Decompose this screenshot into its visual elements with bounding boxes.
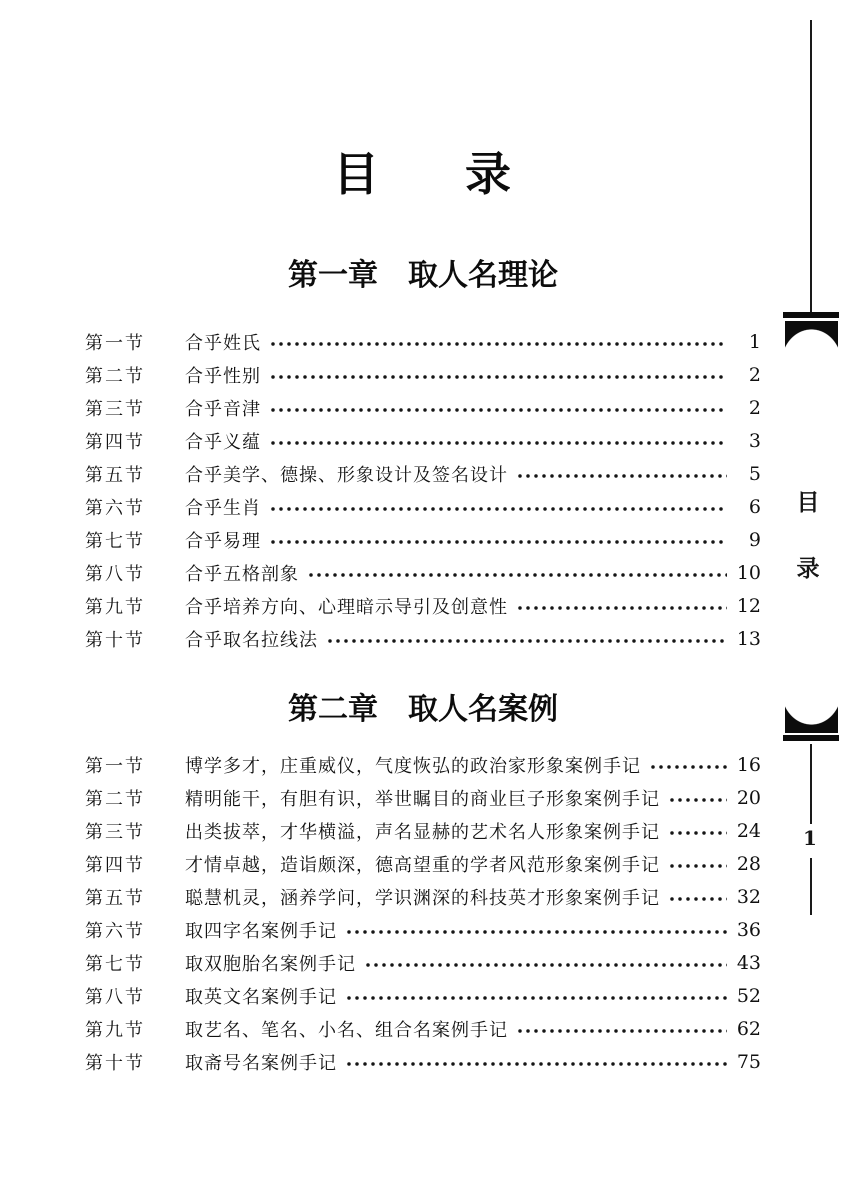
edge-rule-bottom <box>810 858 812 915</box>
section-page-number: 6 <box>748 495 761 518</box>
section-title: 合乎音津 <box>185 398 261 420</box>
toc-row <box>85 589 761 622</box>
thumb-tab-top-arch <box>785 321 838 364</box>
section-page-number: 3 <box>748 429 761 452</box>
chapter-1-section-list <box>85 325 761 655</box>
dot-leader <box>516 473 727 479</box>
thumb-tab-bottom-arch <box>785 690 838 733</box>
dot-leader <box>307 572 727 578</box>
dot-leader <box>269 374 727 380</box>
thumb-tab-top-bar <box>783 312 839 318</box>
section-title: 取艺名、笔名、小名、组合名案例手记 <box>185 1019 508 1041</box>
section-title: 合乎易理 <box>185 530 261 552</box>
section-label: 第四节 <box>85 854 145 876</box>
section-title: 合乎美学、德操、形象设计及签名设计 <box>185 464 508 486</box>
section-label: 第九节 <box>85 596 145 618</box>
toc-row <box>85 1012 761 1045</box>
dot-leader <box>516 605 727 611</box>
section-title: 聪慧机灵，涵养学问，学识渊深的科技英才形象案例手记 <box>185 887 660 909</box>
toc-row <box>85 457 761 490</box>
section-title: 精明能干，有胆有识，举世瞩目的商业巨子形象案例手记 <box>185 788 660 810</box>
page-title-char-right: 录 <box>465 147 513 201</box>
section-page-number: 9 <box>748 528 761 551</box>
section-page-number: 52 <box>736 984 761 1007</box>
toc-row <box>85 622 761 655</box>
toc-row <box>85 490 761 523</box>
toc-row <box>85 880 761 913</box>
section-page-number: 36 <box>736 918 761 941</box>
section-label: 第九节 <box>85 1019 145 1041</box>
dot-leader <box>668 830 727 836</box>
section-label: 第十节 <box>85 1052 145 1074</box>
toc-row <box>85 325 761 358</box>
dot-leader <box>269 341 727 347</box>
page-title <box>85 138 761 204</box>
section-page-number: 5 <box>748 462 761 485</box>
toc-row <box>85 358 761 391</box>
toc-row <box>85 913 761 946</box>
section-label: 第八节 <box>85 986 145 1008</box>
toc-row <box>85 847 761 880</box>
section-page-number: 32 <box>736 885 761 908</box>
section-page-number: 28 <box>736 852 761 875</box>
section-label: 第三节 <box>85 398 145 420</box>
section-title: 合乎性别 <box>185 365 261 387</box>
section-page-number: 10 <box>736 561 761 584</box>
dot-leader <box>269 539 727 545</box>
section-title: 取四字名案例手记 <box>185 920 337 942</box>
section-label: 第六节 <box>85 920 145 942</box>
section-title: 出类拔萃，才华横溢，声名显赫的艺术名人形象案例手记 <box>185 821 660 843</box>
toc-row <box>85 523 761 556</box>
chapter-1-heading: 第一章 取人名理论 <box>288 258 558 293</box>
section-page-number: 12 <box>736 594 761 617</box>
section-page-number: 43 <box>736 951 761 974</box>
section-title: 合乎义蕴 <box>185 431 261 453</box>
section-title: 合乎生肖 <box>185 497 261 519</box>
section-page-number: 2 <box>748 363 761 386</box>
section-label: 第八节 <box>85 563 145 585</box>
section-label: 第五节 <box>85 887 145 909</box>
section-page-number: 62 <box>736 1017 761 1040</box>
toc-row <box>85 814 761 847</box>
section-title: 合乎培养方向、心理暗示导引及创意性 <box>185 596 508 618</box>
section-label: 第二节 <box>85 788 145 810</box>
toc-row <box>85 946 761 979</box>
section-title: 才情卓越，造诣颇深，德高望重的学者风范形象案例手记 <box>185 854 660 876</box>
section-page-number: 16 <box>736 753 761 776</box>
section-page-number: 20 <box>736 786 761 809</box>
section-label: 第二节 <box>85 365 145 387</box>
dot-leader <box>326 638 727 644</box>
section-page-number: 13 <box>736 627 761 650</box>
section-title: 取英文名案例手记 <box>185 986 337 1008</box>
dot-leader <box>345 1061 727 1067</box>
toc-row <box>85 781 761 814</box>
dot-leader <box>269 506 727 512</box>
section-label: 第五节 <box>85 464 145 486</box>
dot-leader <box>668 896 727 902</box>
dot-leader <box>269 407 727 413</box>
section-label: 第三节 <box>85 821 145 843</box>
section-page-number: 1 <box>748 330 761 353</box>
section-title: 博学多才，庄重威仪，气度恢弘的政治家形象案例手记 <box>185 755 641 777</box>
edge-page-number: 1 <box>803 826 817 850</box>
section-page-number: 75 <box>736 1050 761 1073</box>
section-label: 第七节 <box>85 530 145 552</box>
section-label: 第四节 <box>85 431 145 453</box>
section-label: 第一节 <box>85 755 145 777</box>
section-label: 第七节 <box>85 953 145 975</box>
section-title: 合乎取名拉线法 <box>185 629 318 651</box>
dot-leader <box>345 995 727 1001</box>
edge-label-char: 录 <box>796 556 820 582</box>
toc-row <box>85 1045 761 1078</box>
section-title: 取斋号名案例手记 <box>185 1052 337 1074</box>
edge-label-char: 目 <box>796 490 820 516</box>
section-label: 第十节 <box>85 629 145 651</box>
edge-rule-top <box>810 20 812 312</box>
section-label: 第六节 <box>85 497 145 519</box>
dot-leader <box>668 797 727 803</box>
dot-leader <box>269 440 727 446</box>
toc-row <box>85 424 761 457</box>
thumb-tab-bottom-bar <box>783 735 839 741</box>
section-title: 合乎姓氏 <box>185 332 261 354</box>
section-page-number: 2 <box>748 396 761 419</box>
section-page-number: 24 <box>736 819 761 842</box>
dot-leader <box>516 1028 727 1034</box>
section-title: 合乎五格剖象 <box>185 563 299 585</box>
toc-row <box>85 979 761 1012</box>
dot-leader <box>345 929 727 935</box>
toc-row <box>85 748 761 781</box>
dot-leader <box>668 863 727 869</box>
toc-row <box>85 556 761 589</box>
dot-leader <box>364 962 727 968</box>
page-title-char-left: 目 <box>333 147 381 201</box>
section-label: 第一节 <box>85 332 145 354</box>
dot-leader <box>649 764 727 770</box>
chapter-2-heading: 第二章 取人名案例 <box>288 692 558 727</box>
toc-row <box>85 391 761 424</box>
edge-rule-middle <box>810 744 812 824</box>
chapter-2-section-list <box>85 748 761 1078</box>
section-title: 取双胞胎名案例手记 <box>185 953 356 975</box>
